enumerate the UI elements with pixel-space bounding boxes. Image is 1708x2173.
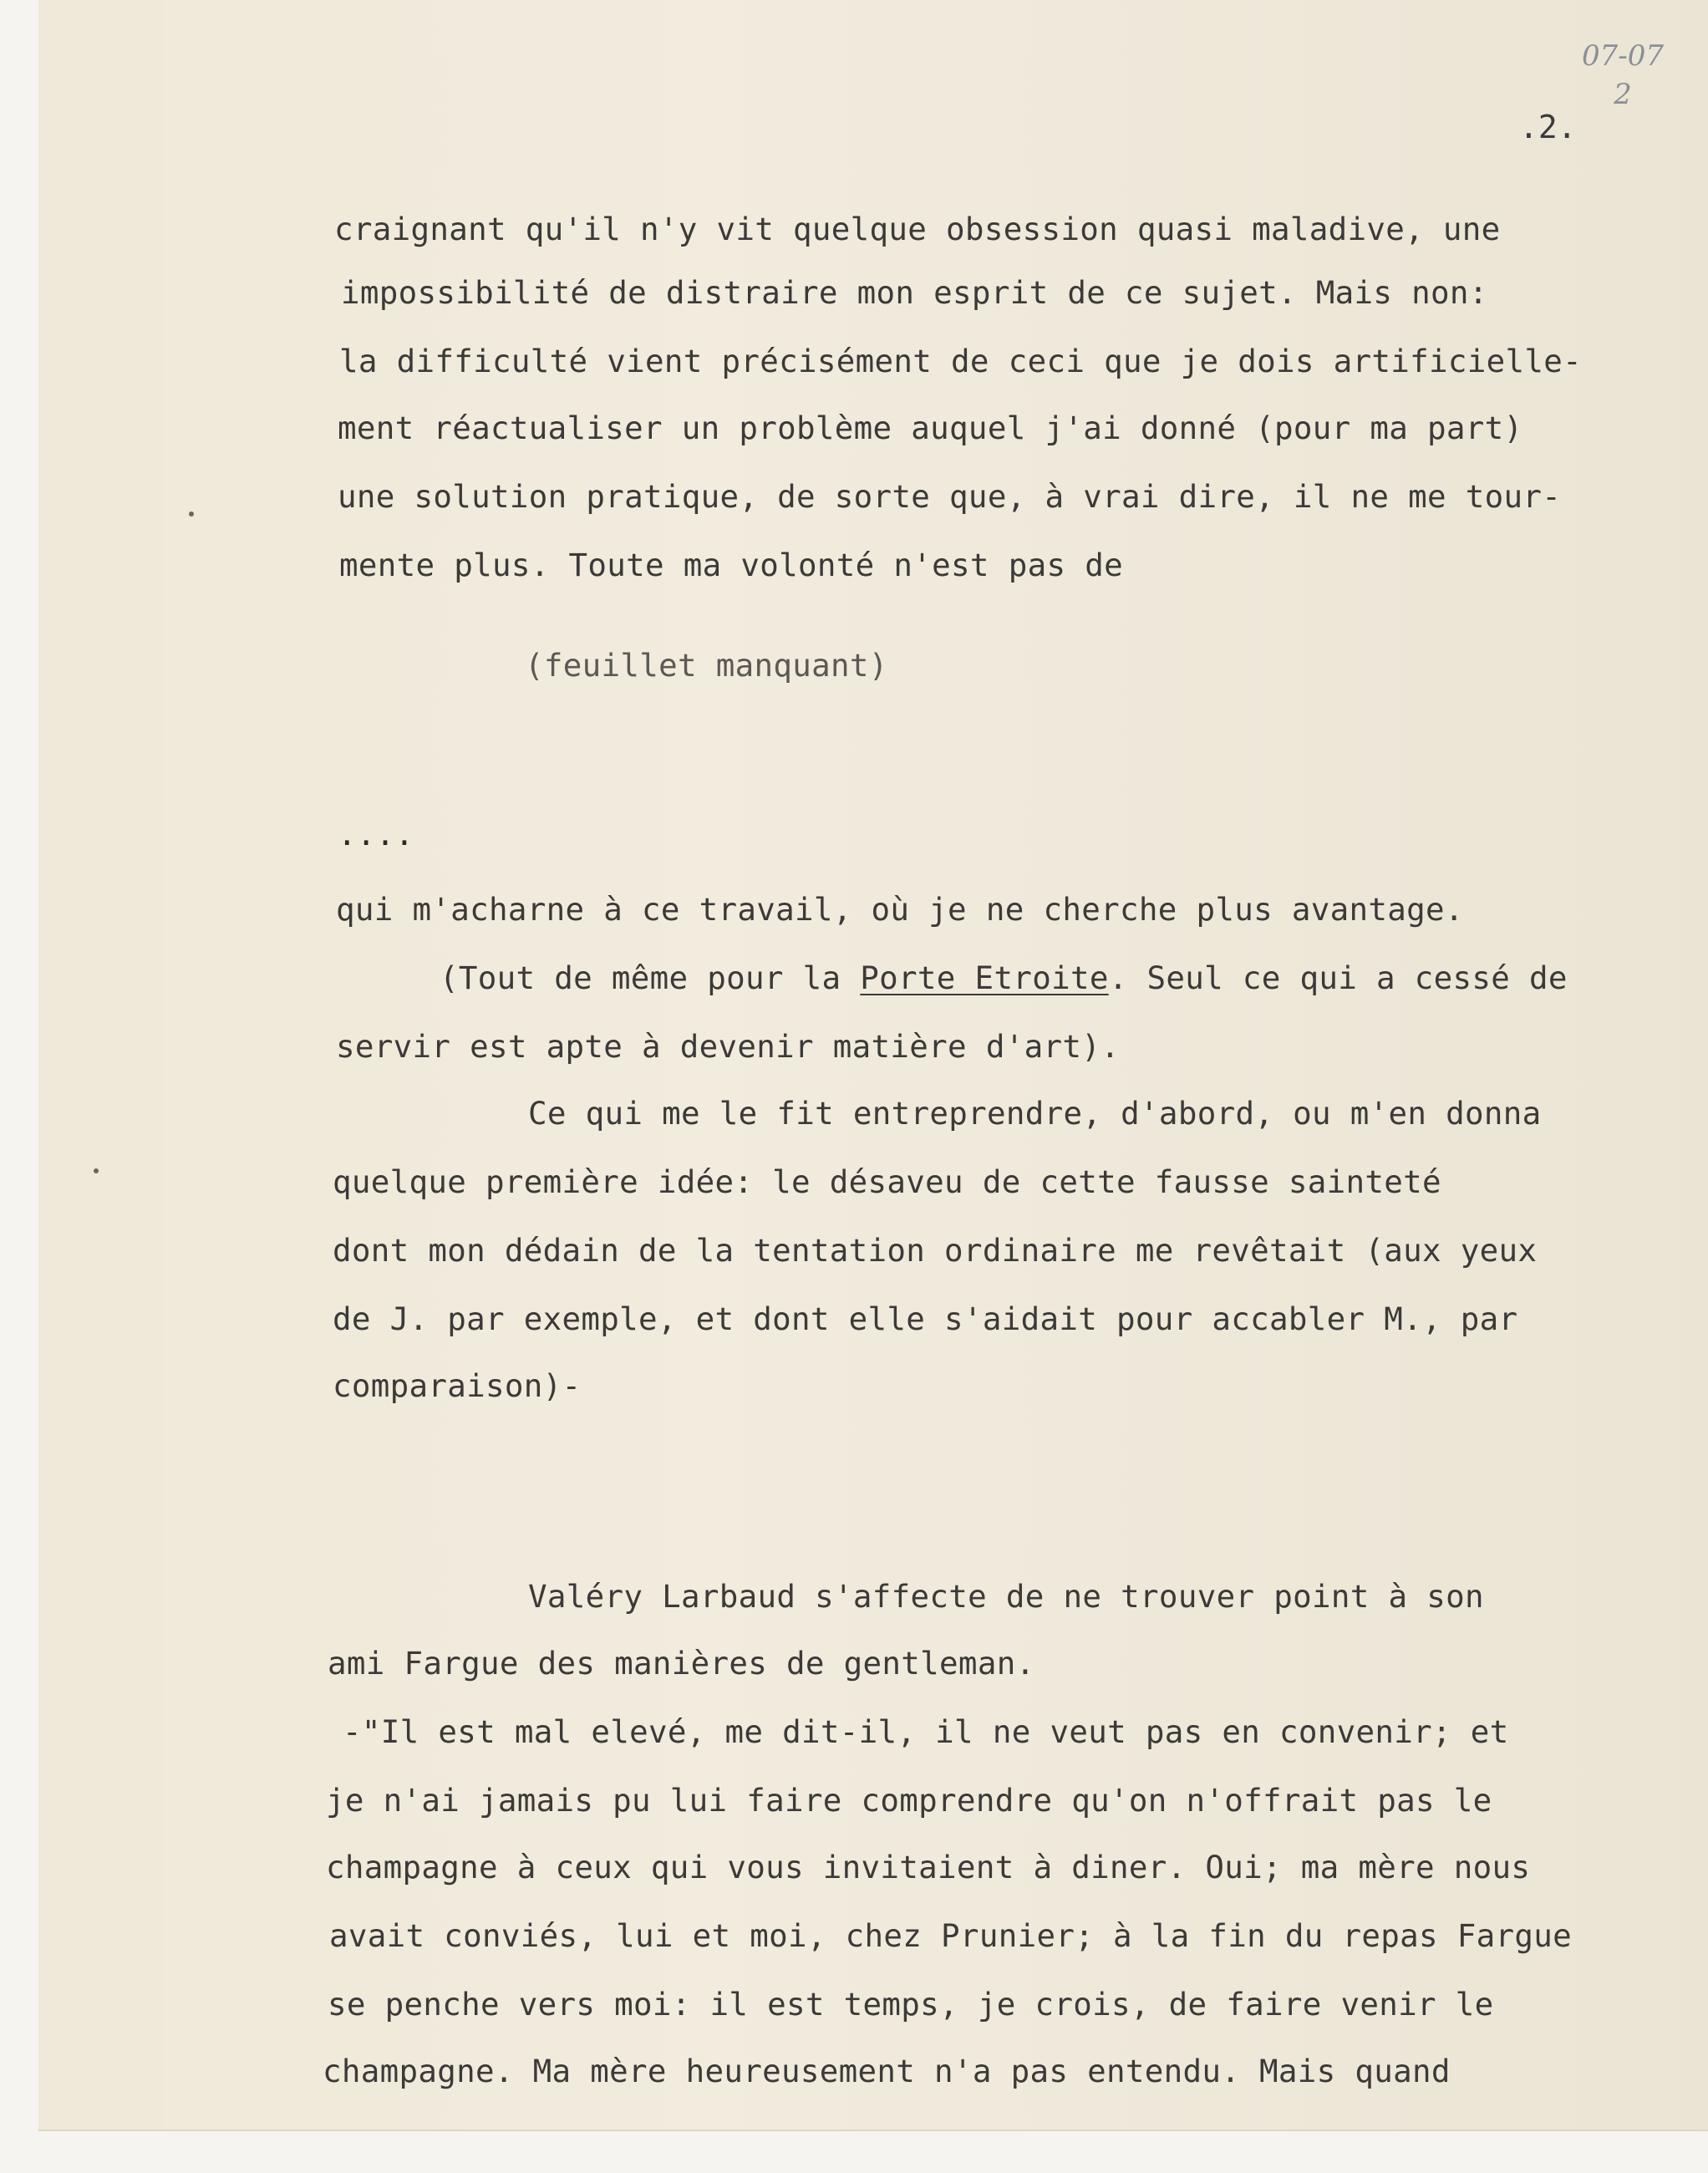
- typescript-page: [38, 0, 1708, 2131]
- text-line: je n'ai jamais pu lui faire comprendre qu'on n'offrait pas le: [326, 1782, 1492, 1819]
- text-segment: (Tout de même pour la: [440, 959, 861, 996]
- text-line: Valéry Larbaud s'affecte de ne trouver point à son: [528, 1578, 1484, 1615]
- text-line: champagne. Ma mère heureusement n'a pas entendu. Mais quand: [323, 2053, 1451, 2089]
- text-line: Ce qui me le fit entreprendre, d'abord, ou m'en donna: [528, 1095, 1542, 1132]
- paper-speck: [189, 511, 194, 517]
- text-line: se penche vers moi: il est temps, je crois, de faire venir le: [328, 1986, 1494, 2023]
- text-line: la difficulté vient précisément de ceci que je dois artificielle-: [339, 343, 1582, 379]
- missing-leaf-note: (feuillet manquant): [525, 647, 888, 684]
- ellipsis: ....: [338, 816, 414, 852]
- text-segment: . Seul ce qui a cessé de: [1108, 959, 1568, 996]
- archive-reference-annotation: [1573, 37, 1673, 114]
- page-number: .2.: [1519, 109, 1577, 145]
- text-line: servir est apte à devenir matière d'art).: [336, 1028, 1120, 1065]
- text-line: ment réactualiser un problème auquel j'ai donné (pour ma part): [338, 410, 1523, 446]
- text-line: craignant qu'il n'y vit quelque obsession quasi maladive, une: [334, 211, 1501, 247]
- text-line: avait conviés, lui et moi, chez Prunier; à la fin du repas Fargue: [329, 1917, 1572, 1954]
- text-line: ami Fargue des manières de gentleman.: [328, 1645, 1035, 1682]
- text-line: qui m'acharne à ce travail, où je ne cherche plus avantage.: [336, 891, 1464, 928]
- paper-speck: [94, 1168, 99, 1173]
- book-title: Porte Etroite: [860, 959, 1109, 996]
- text-line-with-title: [440, 959, 1568, 996]
- archive-ref-line1: 07-07: [1581, 39, 1664, 73]
- text-line: de J. par exemple, et dont elle s'aidait pour accabler M., par: [333, 1300, 1518, 1337]
- text-line: comparaison)-: [333, 1367, 582, 1404]
- text-line: champagne à ceux qui vous invitaient à diner. Oui; ma mère nous: [326, 1849, 1531, 1885]
- text-line: mente plus. Toute ma volonté n'est pas de: [339, 547, 1123, 583]
- text-line: dont mon dédain de la tentation ordinaire me revêtait (aux yeux: [333, 1232, 1538, 1269]
- text-line: -"Il est mal elevé, me dit-il, il ne veut pas en convenir; et: [343, 1713, 1509, 1750]
- text-line: quelque première idée: le désaveu de cette fausse sainteté: [333, 1163, 1441, 1200]
- archive-ref-line2: 2: [1614, 78, 1632, 111]
- text-line: une solution pratique, de sorte que, à vrai dire, il ne me tour-: [338, 478, 1562, 515]
- text-line: impossibilité de distraire mon esprit de ce sujet. Mais non:: [341, 274, 1488, 311]
